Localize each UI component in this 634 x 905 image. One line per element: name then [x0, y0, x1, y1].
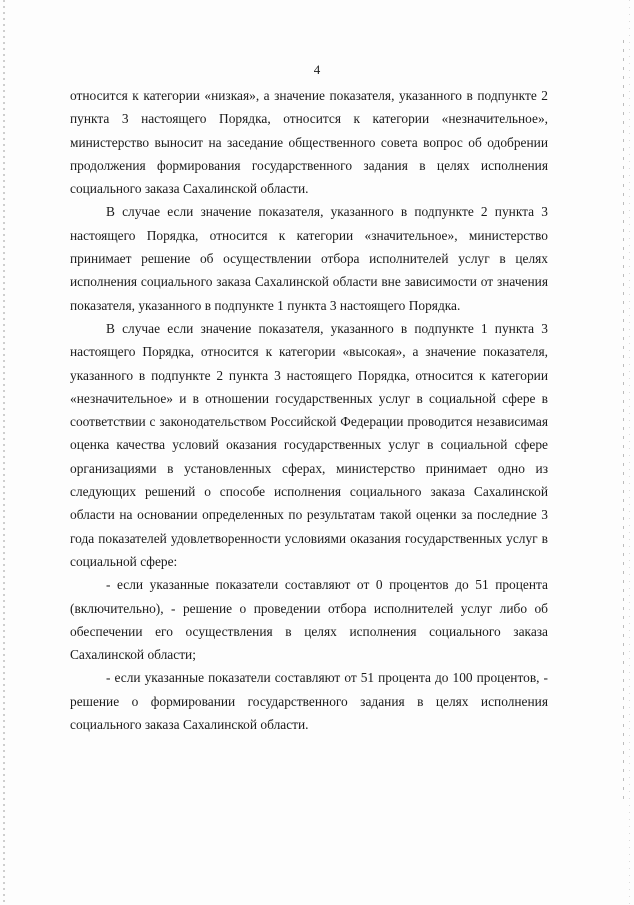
scan-edge-left	[3, 0, 5, 905]
page-number: 4	[313, 62, 321, 77]
body-text	[70, 84, 548, 736]
paragraph-high-category: В случае если значение показателя, указанного в подпункте 1 пункта 3 настоящего Порядка, относится к категории «высокая», а значение показателя, указанного в подпункте 2 пункта 3 настоящего Порядка, относится к категории «незначительное» и в отношении государственных услуг в социальной сфере в соответствии с законодательством Российской Федерации проводится независимая оценка качества условий оказания государственных услуг в социальной сфере организациями в установленных сферах, министерство принимает одно из следующих решений о способе исполнения социального заказа Сахалинской области на основании определенных по результатам такой оценки за последние 3 года показателей удовлетворенности условиями оказания государственных услуг в социальной сфере:	[70, 320, 548, 569]
scan-edge-right	[623, 40, 624, 800]
paragraph-continuation: относится к категории «низкая», а значение показателя, указанного в подпункте 2 пункта 3 настоящего Порядка, относится к категории «незначительное», министерство выносит на заседание общественного совета вопрос об одобрении продолжения формирования государственного задания в целях исполнения социального заказа Сахалинской области.	[70, 88, 548, 197]
list-item-51-100-percent: - если указанные показатели составляют от 51 процента до 100 процентов, - решение о формировании государственного задания в целях исполнения социального заказа Сахалинской области.	[70, 670, 548, 733]
scan-edge-right-outer	[629, 0, 630, 905]
list-item-0-51-percent: - если указанные показатели составляют от 0 процентов до 51 процента (включительно), - решение о проведении отбора исполнителей услуг либо об обеспечении его осуществления в целях исполнения социального заказа Сахалинской области;	[70, 577, 548, 663]
paragraph-significant-category: В случае если значение показателя, указанного в подпункте 2 пункта 3 настоящего Порядка, относится к категории «значительное», министерство принимает решение об осуществлении отбора исполнителей услуг в целях исполнения социального заказа Сахалинской области вне зависимости от значения показателя, указанного в подпункте 1 пункта 3 настоящего Порядка.	[70, 204, 548, 313]
